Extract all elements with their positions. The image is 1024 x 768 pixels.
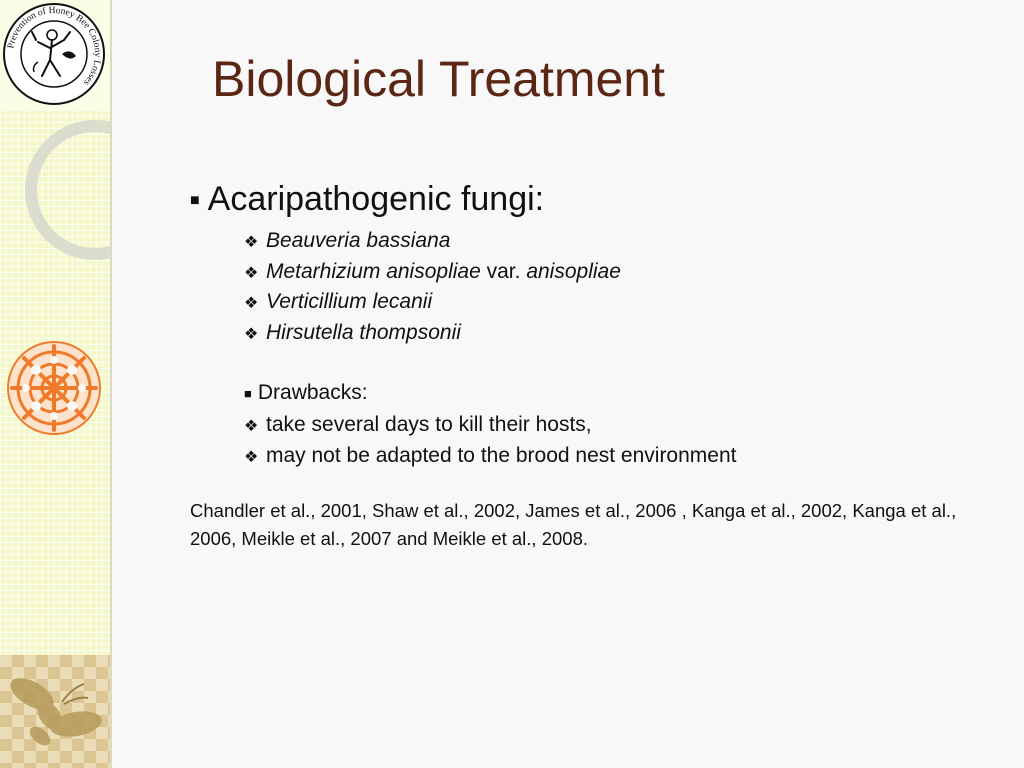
list-item bbox=[244, 226, 621, 257]
seal-text: Prevention of Honey Bee Colony Losses bbox=[6, 5, 103, 88]
slide-title: Biological Treatment bbox=[212, 51, 666, 107]
species-name: Beauveria bassiana bbox=[266, 229, 451, 252]
bee-silhouette-icon bbox=[4, 672, 108, 756]
variety-name: anisopliae bbox=[526, 259, 621, 283]
orange-rosette-icon bbox=[6, 340, 102, 436]
list-item bbox=[244, 318, 621, 349]
diamond-bullet-icon: ❖ bbox=[244, 449, 259, 466]
drawbacks-heading bbox=[244, 381, 368, 405]
list-item bbox=[244, 287, 621, 318]
sidebar-divider bbox=[110, 0, 112, 768]
species-name: Metarhizium anisopliae bbox=[266, 259, 481, 283]
drawbacks-heading-text: Drawbacks: bbox=[257, 381, 368, 404]
diamond-bullet-icon: ❖ bbox=[244, 234, 259, 251]
list-item bbox=[244, 257, 621, 288]
square-bullet-icon: ■ bbox=[190, 192, 200, 210]
diamond-bullet-icon: ❖ bbox=[244, 325, 259, 343]
fungi-list bbox=[244, 226, 621, 348]
species-name: Verticillium lecanii bbox=[266, 290, 433, 313]
references-text: Chandler et al., 2001, Shaw et al., 2002, James et al., 2006 , Kanga et al., 2002, Kanga et al., 2006, Meikle et al., 2007 and Meikle et al., 2008. bbox=[190, 500, 957, 549]
drawback-text: take several days to kill their hosts, bbox=[266, 413, 592, 436]
list-item bbox=[244, 409, 736, 440]
honey-bee-seal-icon bbox=[2, 2, 106, 106]
section-heading-text: Acaripathogenic fungi: bbox=[207, 180, 545, 218]
diamond-bullet-icon: ❖ bbox=[244, 418, 259, 435]
decorative-sidebar bbox=[0, 0, 112, 768]
species-name: Hirsutella thompsonii bbox=[266, 320, 461, 344]
diamond-bullet-icon: ❖ bbox=[244, 295, 259, 312]
diamond-bullet-icon: ❖ bbox=[244, 264, 259, 282]
variety-connector: var. bbox=[486, 259, 521, 283]
drawbacks-list bbox=[244, 409, 736, 471]
square-bullet-icon: ■ bbox=[244, 385, 252, 401]
section-heading bbox=[190, 180, 544, 219]
drawback-text: may not be adapted to the brood nest environment bbox=[266, 444, 737, 467]
list-item bbox=[244, 440, 736, 471]
